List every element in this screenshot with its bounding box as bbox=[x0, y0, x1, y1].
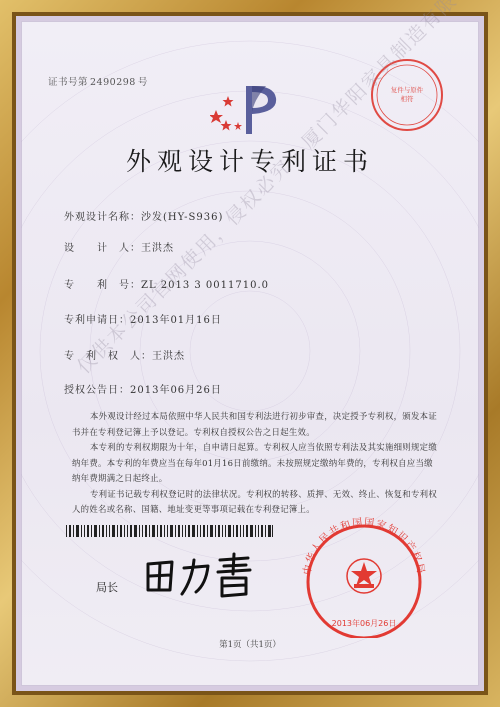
field-designer bbox=[64, 239, 174, 254]
director-label: 局长 bbox=[96, 581, 118, 594]
field-design-name bbox=[64, 208, 223, 223]
field-label: 设 计 人： bbox=[64, 243, 141, 254]
field-label: 专 利 号： bbox=[64, 280, 141, 291]
watermark: 仅供本公司官网使用，侵权必究 · bbox=[72, 143, 308, 379]
director-signature bbox=[138, 550, 258, 600]
field-value: 2013年01月16日 bbox=[130, 315, 222, 326]
field-value: 王洪杰 bbox=[152, 351, 185, 362]
national-seal bbox=[294, 514, 434, 638]
field-value: 2013年06月26日 bbox=[130, 385, 222, 396]
field-label: 外观设计名称： bbox=[64, 212, 141, 223]
field-value: 王洪杰 bbox=[141, 243, 174, 254]
seal-date: 2013年06月26日 bbox=[331, 619, 397, 628]
page-title: 外观设计专利证书 bbox=[125, 147, 374, 176]
certificate-body bbox=[72, 409, 440, 518]
body-paragraph: 专利证书记载专利权登记时的法律状况。专利权的转移、质押、无效、终止、恢复和专利权人的姓名或名称、国籍、地址变更等事项记载在专利登记簿上。 bbox=[72, 488, 437, 514]
field-grant-date bbox=[64, 381, 222, 396]
field-label: 授权公告日： bbox=[64, 385, 130, 396]
page-footer: 第1页（共1页） bbox=[219, 640, 281, 650]
field-label: 专利申请日： bbox=[64, 315, 130, 326]
field-value: ZL 2013 3 0011710.0 bbox=[141, 280, 270, 291]
cnipa-logo-icon bbox=[210, 82, 284, 138]
cert-number-label: 证书号第 bbox=[48, 77, 89, 88]
cert-number-value: 2490298 bbox=[90, 77, 136, 88]
svg-text:相符: 相符 bbox=[400, 95, 414, 103]
certificate-number bbox=[48, 74, 150, 88]
svg-text:中华人民共和国国家知识产权局: 中华人民共和国国家知识产权局 bbox=[301, 517, 427, 576]
cert-number-suffix: 号 bbox=[137, 77, 148, 88]
body-paragraph: 本专利的专利权期限为十年，自申请日起算。专利权人应当依照专利法及其实施细则规定缴纳年费。本专利的年费应当在每年01月16日前缴纳。未按照规定缴纳年费的，专利权自应当缴纳年费期满之日起终止。 bbox=[72, 442, 437, 483]
barcode-icon bbox=[66, 525, 274, 537]
body-paragraph: 本外观设计经过本局依照中华人民共和国专利法进行初步审查，决定授予专利权，颁发本证书并在专利登记簿上予以登记。专利权自授权公告之日起生效。 bbox=[72, 411, 437, 437]
field-label: 专 利 权 人： bbox=[64, 351, 152, 362]
svg-text:复件与原件: 复件与原件 bbox=[390, 86, 424, 94]
field-value: 沙发(HY-S936) bbox=[141, 212, 224, 223]
